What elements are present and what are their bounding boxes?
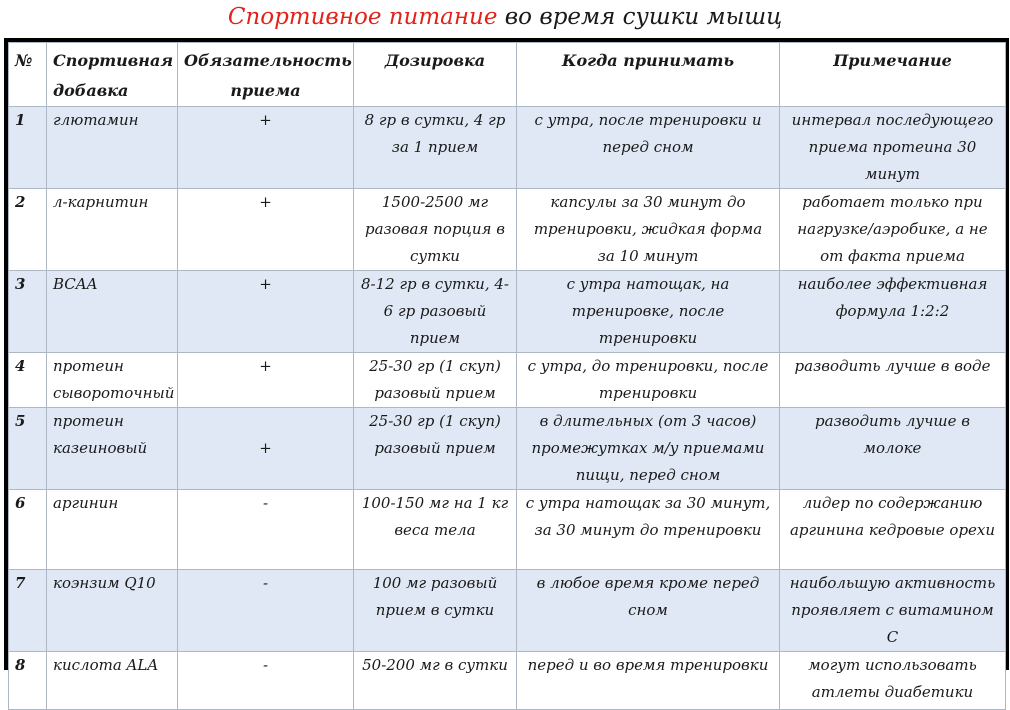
row-required: + (178, 408, 354, 490)
table-row (9, 408, 1006, 490)
title-accent: Спортивное питание (227, 4, 498, 30)
row-when: с утра, до тренировки, после тренировки (517, 353, 780, 408)
row-num: 5 (9, 408, 47, 490)
row-note: разводить лучше в молоке (780, 408, 1006, 490)
header-when: Когда принимать (517, 43, 780, 107)
row-required: - (178, 570, 354, 652)
supplements-table (8, 42, 1006, 710)
row-dosage: 100-150 мг на 1 кг веса тела (354, 490, 517, 570)
row-note: интервал последующего приема протеина 30 минут (780, 107, 1006, 189)
row-num: 7 (9, 570, 47, 652)
row-supplement: коэнзим Q10 (47, 570, 178, 652)
row-required: - (178, 652, 354, 710)
row-num: 4 (9, 353, 47, 408)
row-note: работает только при нагрузке/аэробике, а не от факта приема (780, 189, 1006, 271)
row-required: + (178, 271, 354, 353)
table-row (9, 189, 1006, 271)
row-when: в любое время кроме перед сном (517, 570, 780, 652)
row-supplement: кислота ALA (47, 652, 178, 710)
row-num: 3 (9, 271, 47, 353)
row-supplement: протеин казеиновый (47, 408, 178, 490)
page-title (0, 0, 1010, 34)
row-when: с утра, после тренировки и перед сном (517, 107, 780, 189)
row-dosage: 25-30 гр (1 скуп) разовый прием (354, 353, 517, 408)
row-when: перед и во время тренировки (517, 652, 780, 710)
table-row (9, 490, 1006, 570)
table-row (9, 570, 1006, 652)
header-note: Примечание (780, 43, 1006, 107)
row-supplement: BCAA (47, 271, 178, 353)
table-row (9, 107, 1006, 189)
row-when: капсулы за 30 минут до тренировки, жидкая форма за 10 минут (517, 189, 780, 271)
supplements-table-frame (4, 38, 1009, 701)
row-note: разводить лучше в воде (780, 353, 1006, 408)
row-dosage: 100 мг разовый прием в сутки (354, 570, 517, 652)
row-note: лидер по содержанию аргинина кедровые орехи (780, 490, 1006, 570)
table-row (9, 271, 1006, 353)
row-when: с утра натощак за 30 минут, за 30 минут до тренировки (517, 490, 780, 570)
row-num: 8 (9, 652, 47, 710)
table-row (9, 353, 1006, 408)
header-num: № (9, 43, 47, 107)
row-note: наиболее эффективная формула 1:2:2 (780, 271, 1006, 353)
title-rest: во время сушки мышц (497, 4, 783, 30)
row-dosage: 8 гр в сутки, 4 гр за 1 прием (354, 107, 517, 189)
row-when: в длительных (от 3 часов) промежутках м/у приемами пищи, перед сном (517, 408, 780, 490)
header-dosage: Дозировка (354, 43, 517, 107)
row-dosage: 1500-2500 мг разовая порция в сутки (354, 189, 517, 271)
row-note: могут использовать атлеты диабетики (780, 652, 1006, 710)
table-row (9, 652, 1006, 710)
header-supplement: Спортивная добавка (47, 43, 178, 107)
row-note: наибольшую активность проявляет с витамином С (780, 570, 1006, 652)
row-supplement: л-карнитин (47, 189, 178, 271)
header-required: Обязательность приема (178, 43, 354, 107)
row-when: с утра натощак, на тренировке, после тренировки (517, 271, 780, 353)
row-num: 2 (9, 189, 47, 271)
row-supplement: протеин сывороточный (47, 353, 178, 408)
row-required: + (178, 353, 354, 408)
row-dosage: 50-200 мг в сутки (354, 652, 517, 710)
row-required: + (178, 189, 354, 271)
row-num: 6 (9, 490, 47, 570)
row-supplement: глютамин (47, 107, 178, 189)
row-num: 1 (9, 107, 47, 189)
table-header-row (9, 43, 1006, 107)
row-required: - (178, 490, 354, 570)
row-required: + (178, 107, 354, 189)
row-dosage: 8-12 гр в сутки, 4-6 гр разовый прием (354, 271, 517, 353)
row-dosage: 25-30 гр (1 скуп) разовый прием (354, 408, 517, 490)
row-supplement: аргинин (47, 490, 178, 570)
